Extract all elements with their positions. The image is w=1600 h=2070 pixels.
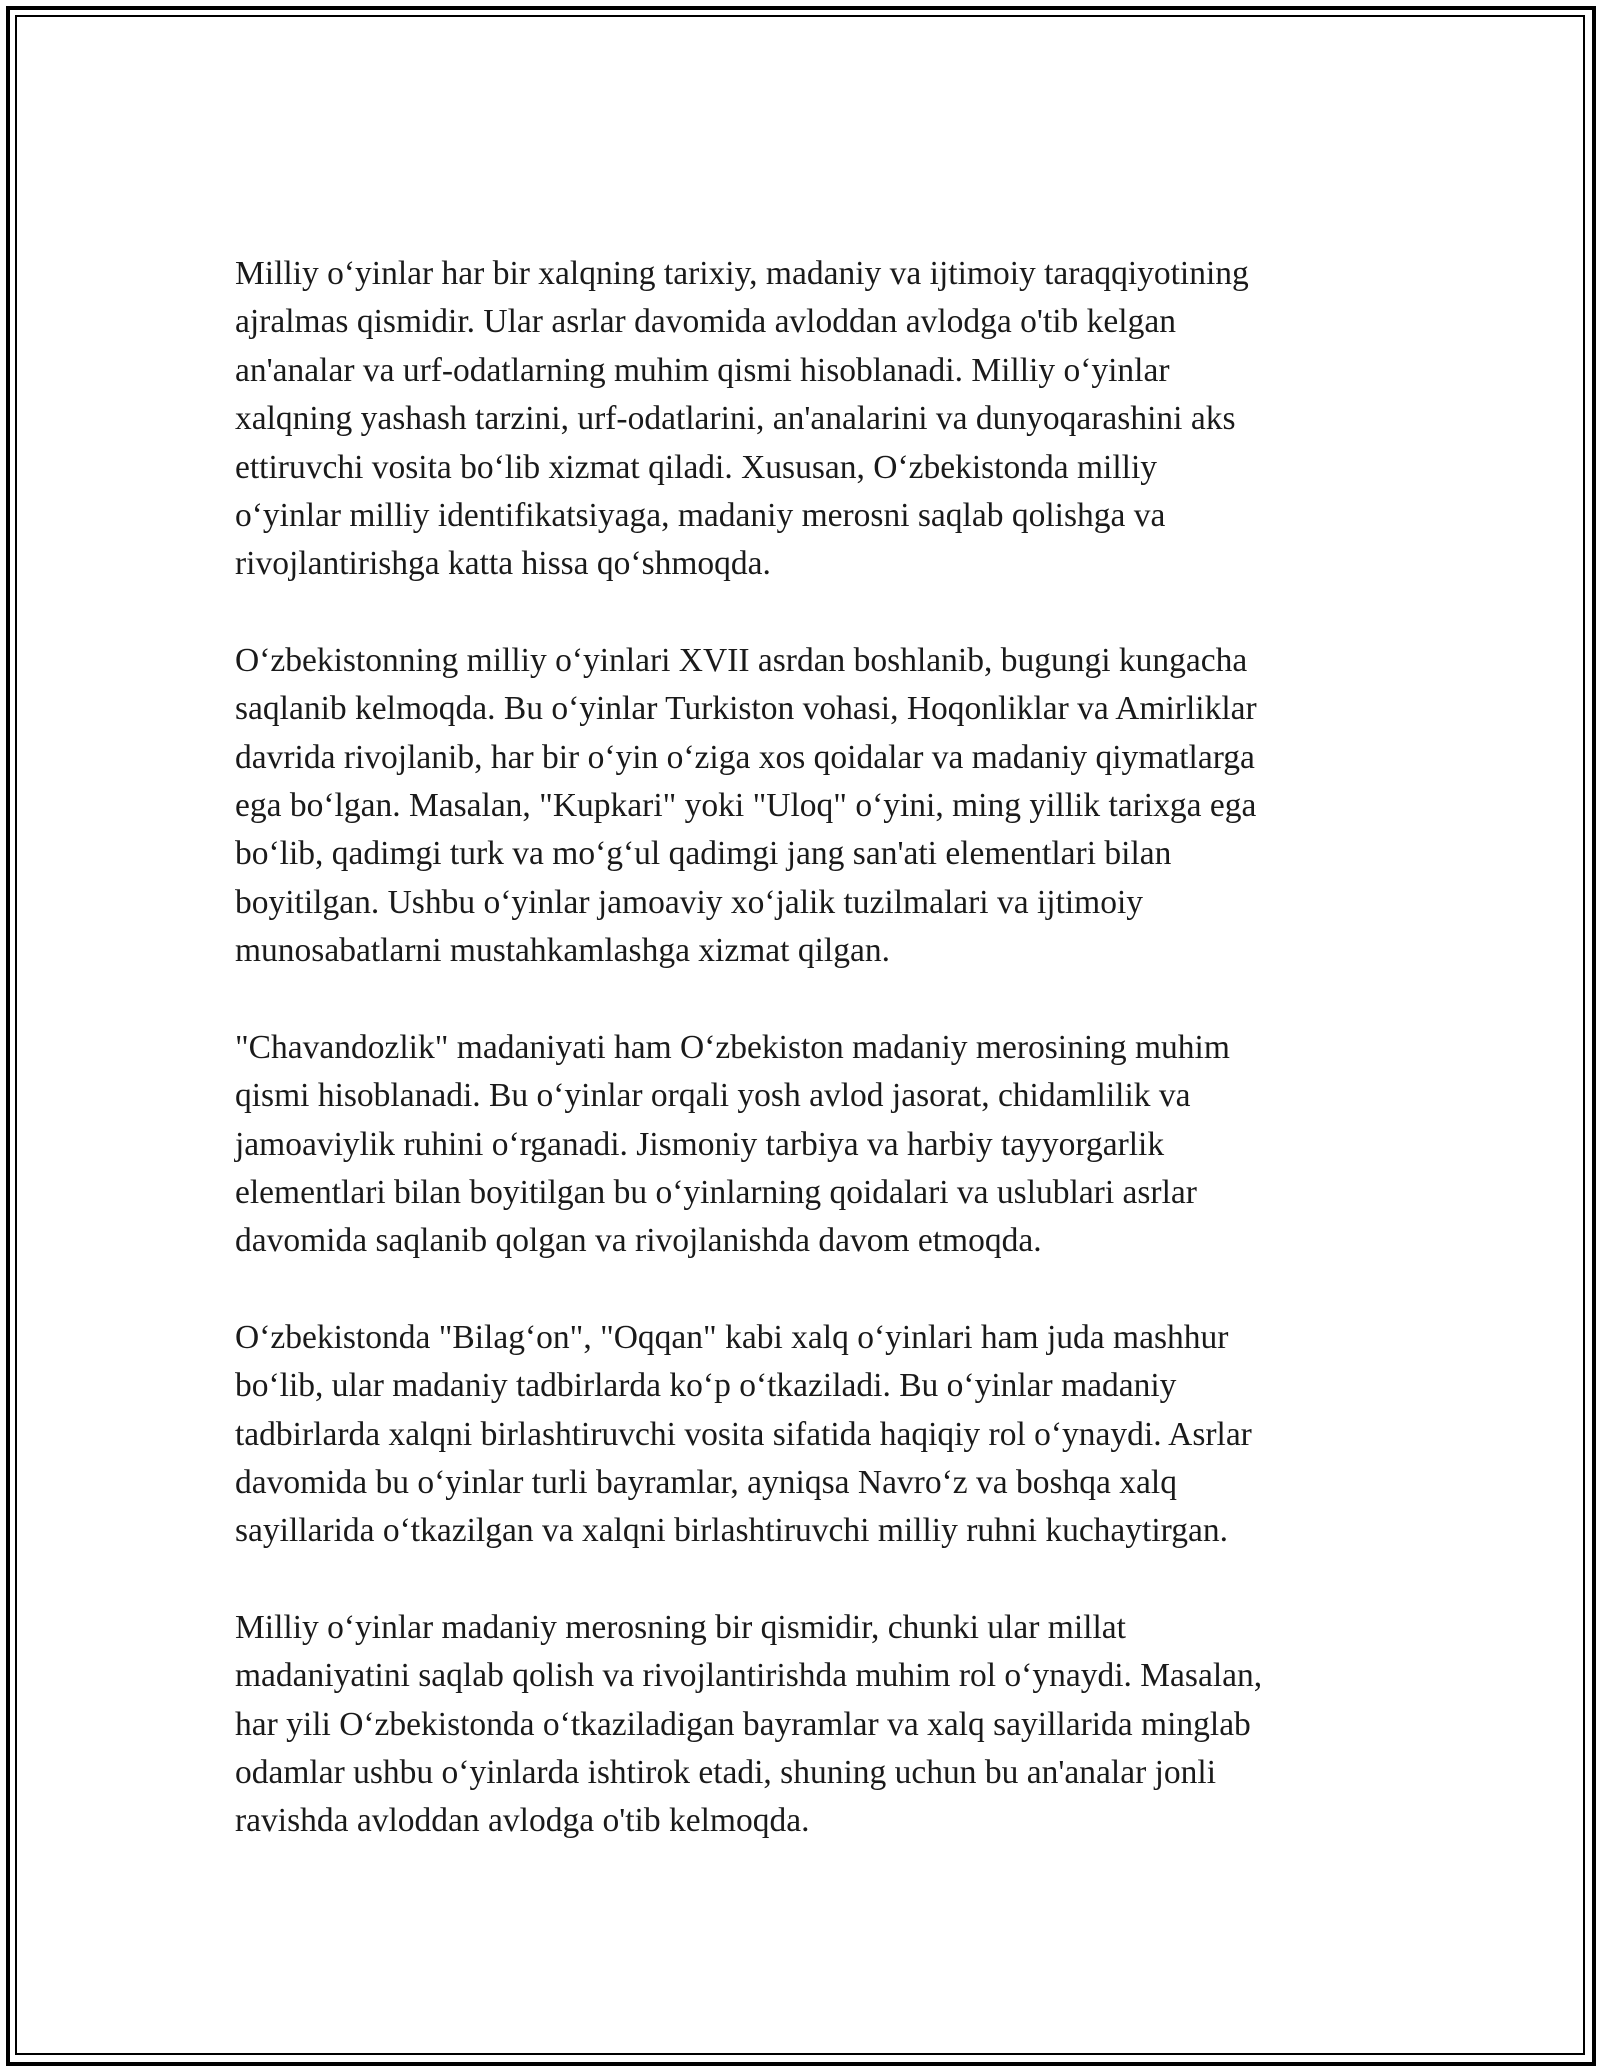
paragraph-3: "Chavandozlik" madaniyati ham O‘zbekiston madaniy merosining muhim qismi hisoblanadi. Bu o‘yinlar orqali yosh avlod jasorat, chidamlilik va jamoaviylik ruhini o‘rganadi. Jismoniy tarbiya va harbiy tayyorgarlik elementlari bilan boyitilgan bu o‘yinlarning qoidalari va uslublari asrlar davomida saqlanib qolgan va rivojlanishda davom etmoqda. <box>235 1028 1230 1260</box>
document-body <box>235 250 1385 1894</box>
paragraph-4: O‘zbekistonda "Bilag‘on", "Oqqan" kabi xalq o‘yinlari ham juda mashhur bo‘lib, ular madaniy tadbirlarda ko‘p o‘tkaziladi. Bu o‘yinlar madaniy tadbirlarda xalqni birlashtiruvchi vosita sifatida haqiqiy rol o‘ynaydi. Asrlar davomida bu o‘yinlar turli bayramlar, ayniqsa Navro‘z va boshqa xalq sayillarida o‘tkazilgan va xalqni birlashtiruvchi milliy ruhni kuchaytirgan. <box>235 1318 1252 1550</box>
paragraph-5: Milliy o‘yinlar madaniy merosning bir qismidir, chunki ular millat madaniyatini saqlab qolish va rivojlantirishda muhim rol o‘ynaydi. Masalan, har yili O‘zbekistonda o‘tkaziladigan bayramlar va xalq sayillarida minglab odamlar ushbu o‘yinlarda ishtirok etadi, shuning uchun bu an'analar jonli ravishda avloddan avlodga o'tib kelmoqda. <box>235 1608 1263 1840</box>
paragraph-1: Milliy o‘yinlar har bir xalqning tarixiy, madaniy va ijtimoiy taraqqiyotining ajralmas qismidir. Ular asrlar davomida avloddan avlodga o'tib kelgan an'analar va urf-odatlarning muhim qismi hisoblanadi. Milliy o‘yinlar xalqning yashash tarzini, urf-odatlarini, an'analarini va dunyoqarashini aks ettiruvchi vosita bo‘lib xizmat qiladi. Xususan, O‘zbekistonda milliy o‘yinlar milliy identifikatsiyaga, madaniy merosni saqlab qolishga va rivojlantirishga katta hissa qo‘shmoqda. <box>235 255 1249 583</box>
paragraph-2: O‘zbekistonning milliy o‘yinlari XVII asrdan boshlanib, bugungi kungacha saqlanib kelmoqda. Bu o‘yinlar Turkiston vohasi, Hoqonliklar va Amirliklar davrida rivojlanib, har bir o‘yin o‘ziga xos qoidalar va madaniy qiymatlarga ega bo‘lgan. Masalan, "Kupkari" yoki "Uloq" o‘yini, ming yillik tarixga ega bo‘lib, qadimgi turk va mo‘g‘ul qadimgi jang san'ati elementlari bilan boyitilgan. Ushbu o‘yinlar jamoaviy xo‘jalik tuzilmalari va ijtimoiy munosabatlarni mustahkamlashga xizmat qilgan. <box>235 641 1257 970</box>
